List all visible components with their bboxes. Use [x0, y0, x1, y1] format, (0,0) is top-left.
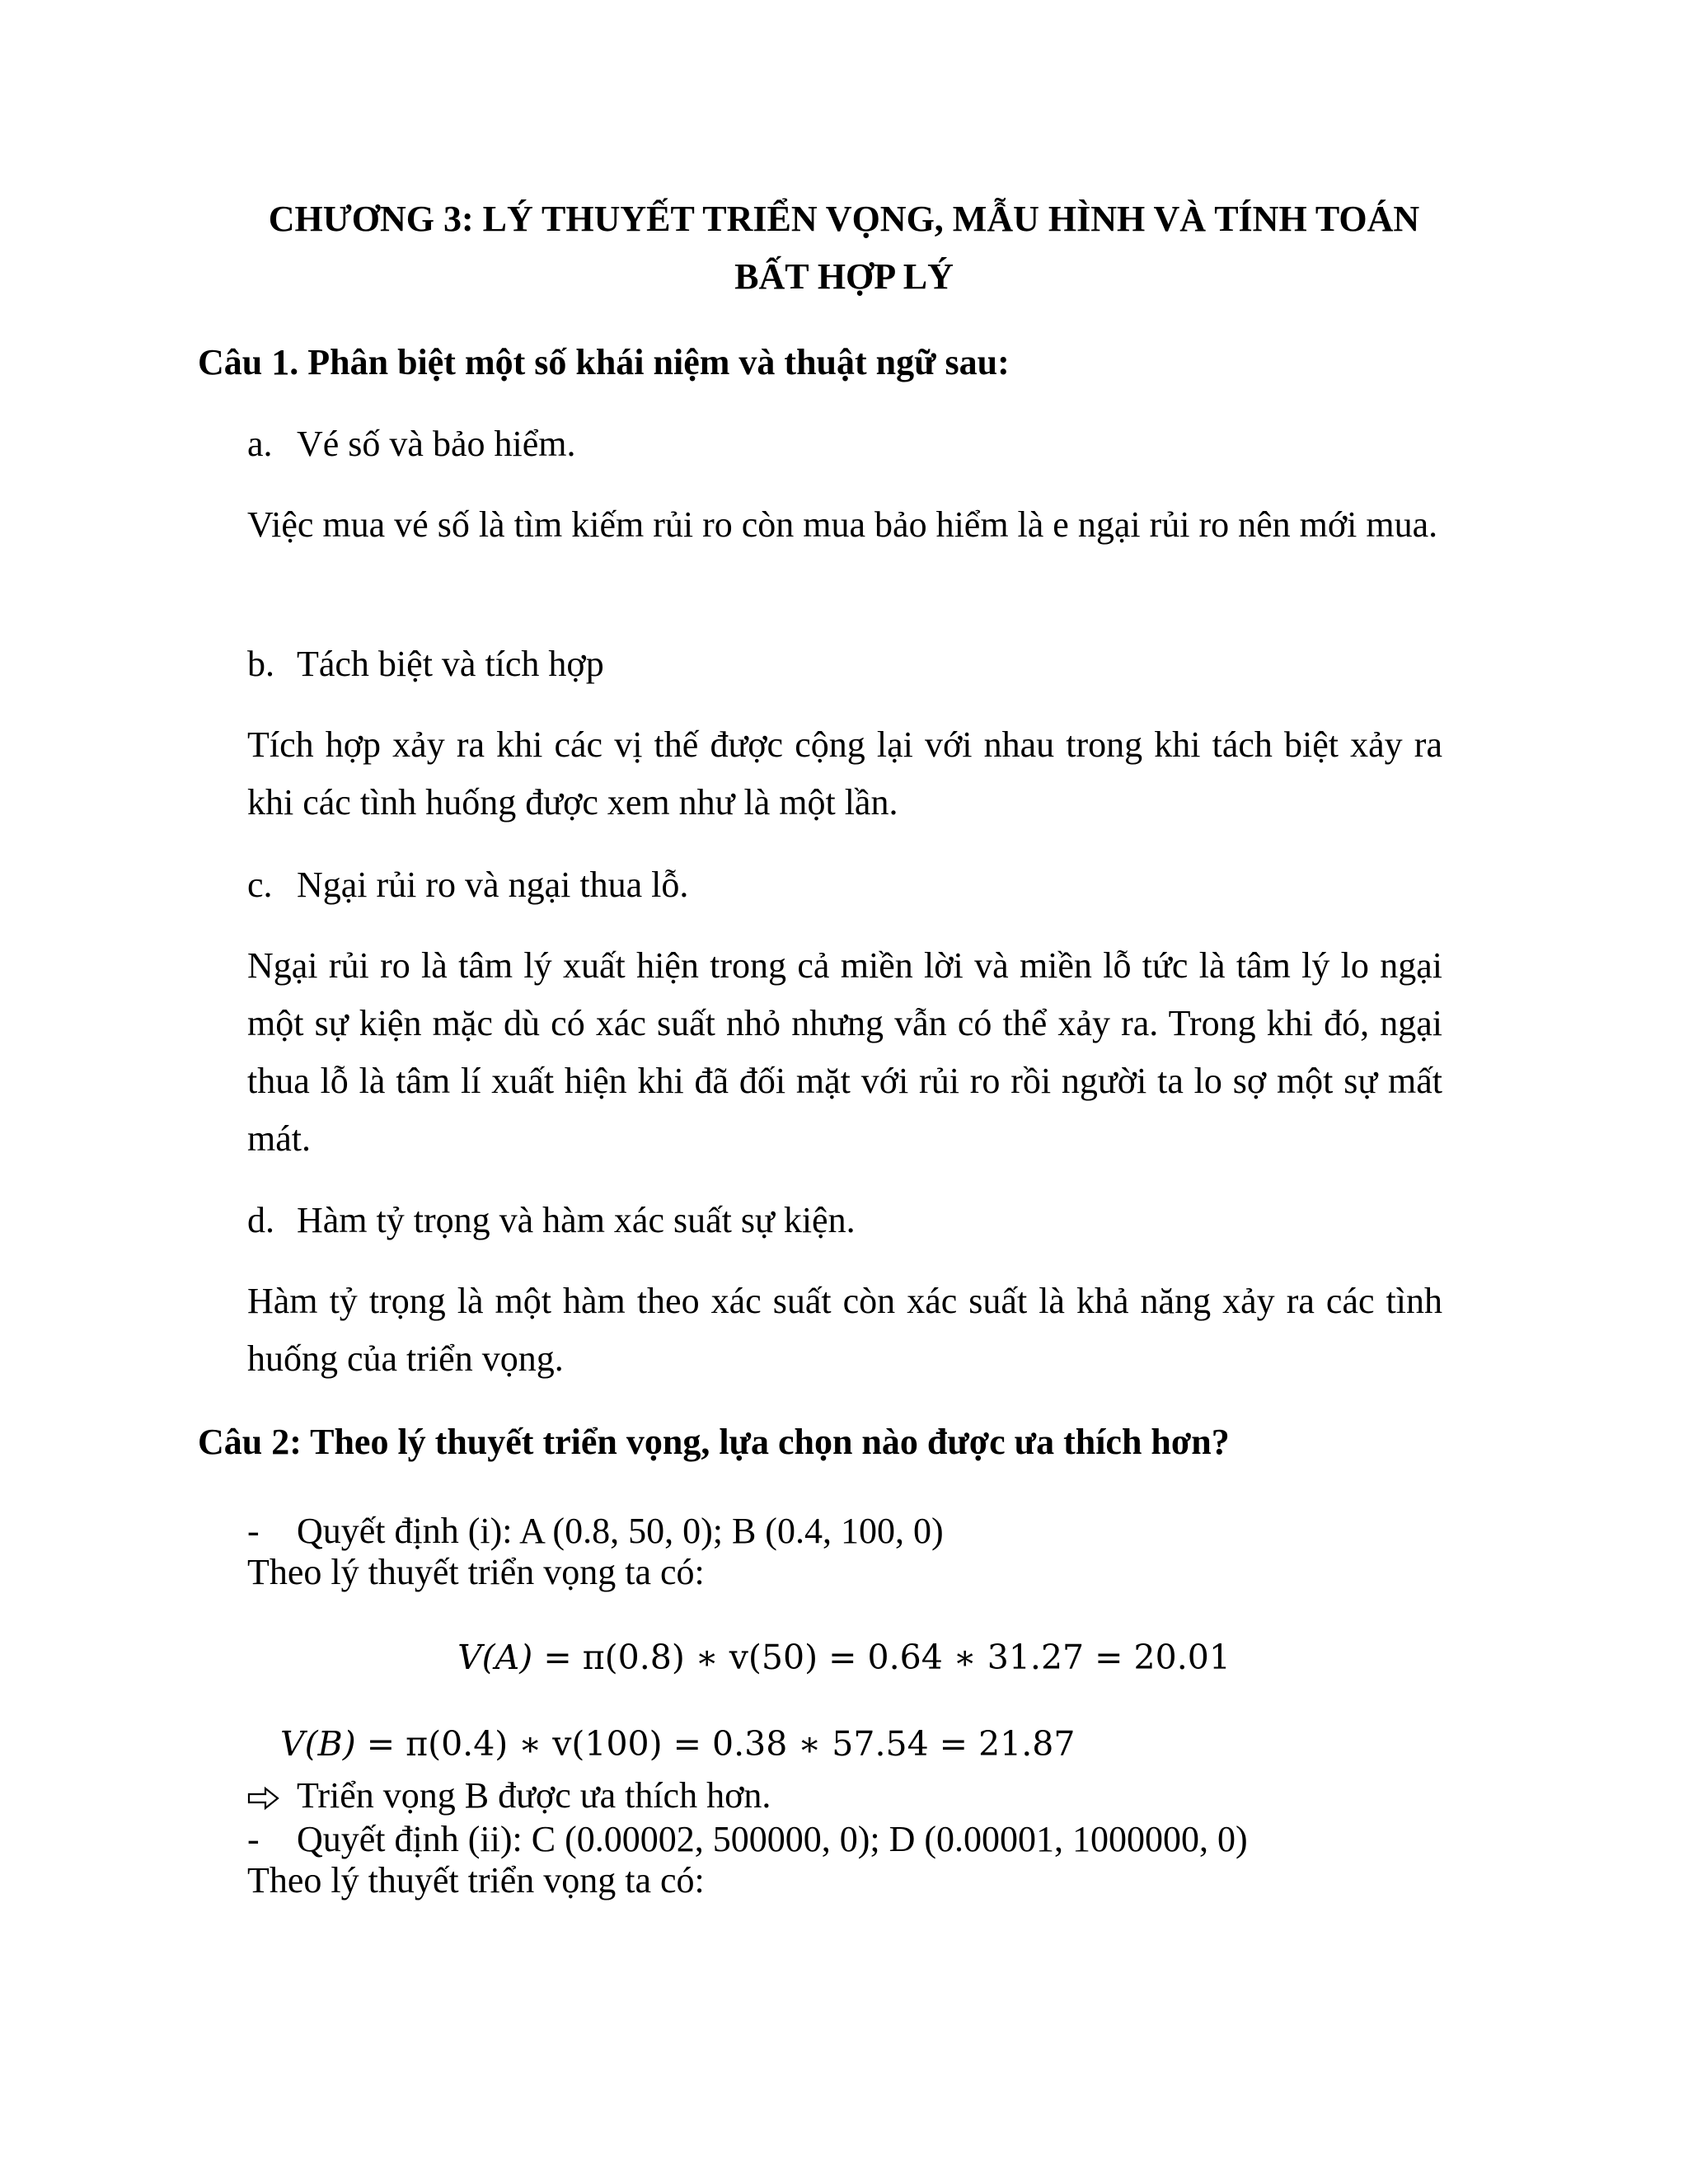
decision-2-text: Quyết định (ii): C (0.00002, 500000, 0); D (0.00001, 1000000, 0) [297, 1819, 1248, 1859]
conclusion-1 [247, 1774, 771, 1817]
item-d-label: Hàm tỷ trọng và hàm xác suất sự kiện. [297, 1200, 856, 1240]
question-2-heading: Câu 2: Theo lý thuyết triển vọng, lựa chọn nào được ưa thích hơn? [198, 1422, 1230, 1462]
item-a [247, 423, 575, 466]
question-1-heading: Câu 1. Phân biệt một số khái niệm và thuật ngữ sau: [198, 342, 1010, 382]
item-d-marker: d. [247, 1200, 274, 1240]
equation-v-a-rhs: = π(0.8) ∗ v(50) = 0.64 ∗ 31.27 = 20.01 [532, 1638, 1231, 1677]
theory-intro-1: Theo lý thuyết triển vọng ta có: [247, 1552, 705, 1592]
item-b-label: Tách biệt và tích hợp [297, 644, 604, 684]
equation-v-a [0, 1636, 1688, 1679]
theory-intro-2: Theo lý thuyết triển vọng ta có: [247, 1860, 705, 1900]
chapter-title-line-2: BẤT HỢP LÝ [734, 256, 954, 297]
decision-1-marker: - [247, 1511, 260, 1551]
chapter-title-line-1: CHƯƠNG 3: LÝ THUYẾT TRIỂN VỌNG, MẪU HÌNH VÀ TÍNH TOÁN [268, 199, 1420, 239]
item-c [247, 864, 688, 907]
hollow-arrow-right-icon [247, 1774, 297, 1817]
decision-1-text: Quyết định (i): A (0.8, 50, 0); B (0.4, 100, 0) [297, 1511, 944, 1551]
item-b-marker: b. [247, 644, 274, 684]
equation-v-b-rhs: = π(0.4) ∗ v(100) = 0.38 ∗ 57.54 = 21.87 [355, 1724, 1076, 1764]
item-c-answer: Ngại rủi ro là tâm lý xuất hiện trong cả miền lời và miền lỗ tức là tâm lý lo ngại một sự kiện mặc dù có xác suất nhỏ nhưng vẫn có thể xảy ra. Trong khi đó, ngại thua lỗ là tâm lí xuất hiện khi đã đối mặt với rủi ro rồi người ta lo sợ một sự mất mát. [247, 945, 1442, 1159]
decision-1 [247, 1510, 944, 1553]
item-a-answer: Việc mua vé số là tìm kiếm rủi ro còn mua bảo hiểm là e ngại rủi ro nên mới mua. [247, 504, 1438, 545]
item-d-answer: Hàm tỷ trọng là một hàm theo xác suất còn xác suất là khả năng xảy ra các tình huống của triển vọng. [247, 1281, 1442, 1379]
item-b-answer: Tích hợp xảy ra khi các vị thế được cộng lại với nhau trong khi tách biệt xảy ra khi các tình huống được xem như là một lần. [247, 724, 1442, 823]
item-b [247, 643, 604, 686]
item-a-marker: a. [247, 424, 273, 464]
decision-2 [247, 1818, 1248, 1861]
equation-v-b [280, 1722, 1075, 1765]
item-c-marker: c. [247, 865, 273, 905]
item-a-label: Vé số và bảo hiểm. [297, 424, 576, 464]
item-c-label: Ngại rủi ro và ngại thua lỗ. [297, 865, 689, 905]
item-d [247, 1199, 856, 1242]
conclusion-1-text: Triển vọng B được ưa thích hơn. [297, 1775, 771, 1816]
equation-v-a-lhs: V(A) [457, 1638, 533, 1677]
decision-2-marker: - [247, 1819, 260, 1859]
equation-v-b-lhs: V(B) [280, 1724, 356, 1764]
